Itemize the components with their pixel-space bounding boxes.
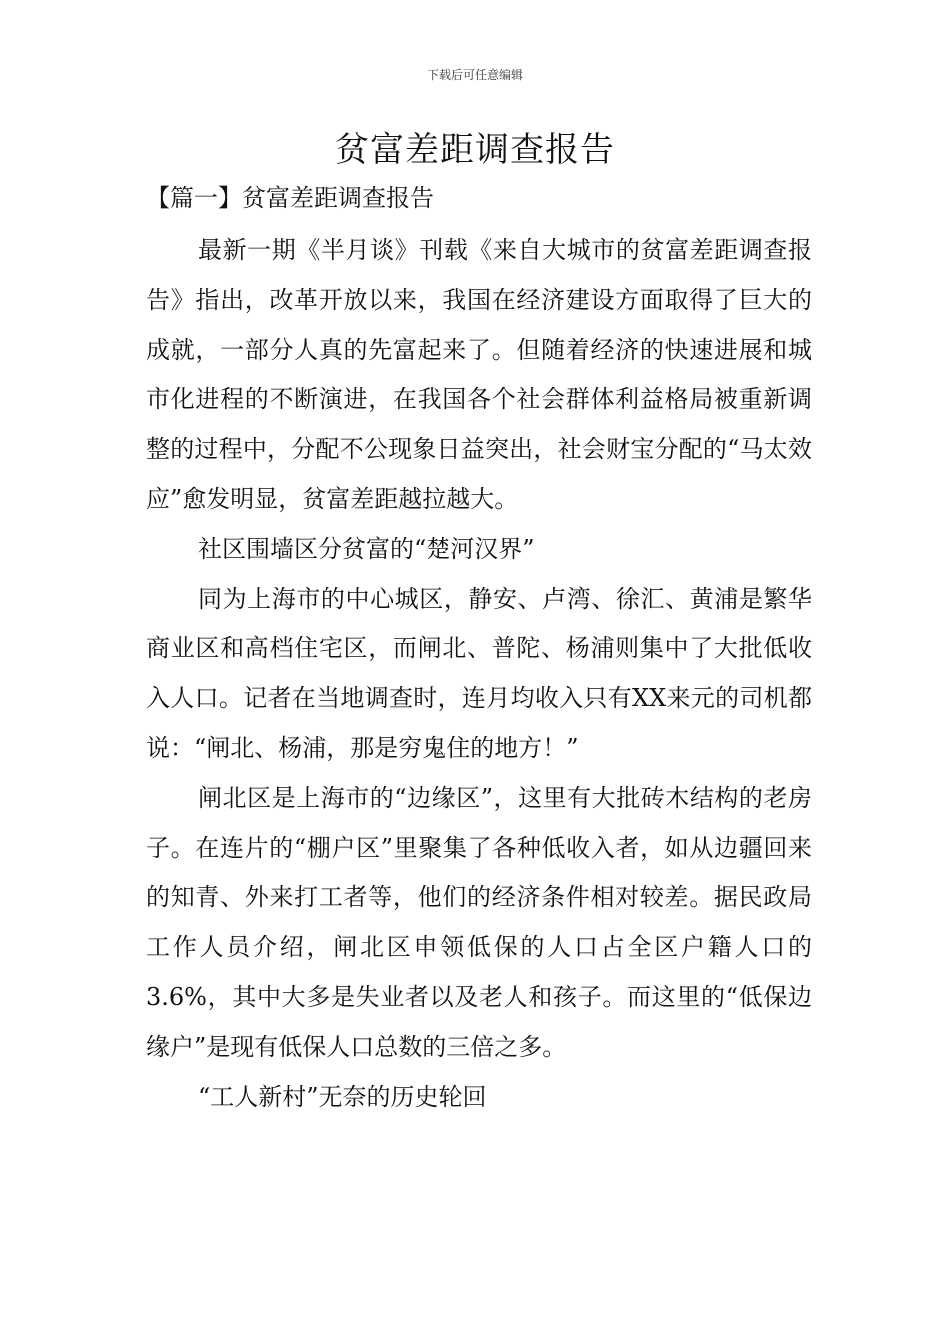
subheading: 社区围墙区分贫富的“楚河汉界”	[198, 534, 535, 563]
document-body	[146, 226, 812, 1122]
section-heading: 【篇一】贫富差距调查报告	[146, 184, 434, 212]
subheading: “工人新村”无奈的历史轮回	[198, 1082, 487, 1111]
document-title: 贫富差距调查报告	[335, 130, 615, 170]
paragraph: 最新一期《半月谈》刊载《来自大城市的贫富差距调查报告》指出，改革开放以来，我国在经济建设方面取得了巨大的成就，一部分人真的先富起来了。但随着经济的快速进展和城市化进程的不断演进，在我国各个社会群体利益格局被重新调整的过程中，分配不公现象日益突出，社会财宝分配的“马太效应”愈发明显，贫富差距越拉越大。	[146, 236, 812, 513]
paragraph: 同为上海市的中心城区，静安、卢湾、徐汇、黄浦是繁华商业区和高档住宅区，而闸北、普陀、杨浦则集中了大批低收入人口。记者在当地调查时，连月均收入只有XX来元的司机都说：“闸北、杨浦，那是穷鬼住的地方！”	[146, 584, 812, 762]
header-note: 下载后可任意编辑	[426, 68, 523, 82]
paragraph: 闸北区是上海市的“边缘区”，这里有大批砖木结构的老房子。在连片的“棚户区”里聚集了各种低收入者，如从边疆回来的知青、外来打工者等，他们的经济条件相对较差。据民政局工作人员介绍，闸北区申领低保的人口占全区户籍人口的3.6%，其中大多是失业者以及老人和孩子。而这里的“低保边缘户”是现有低保人口总数的三倍之多。	[146, 783, 812, 1061]
